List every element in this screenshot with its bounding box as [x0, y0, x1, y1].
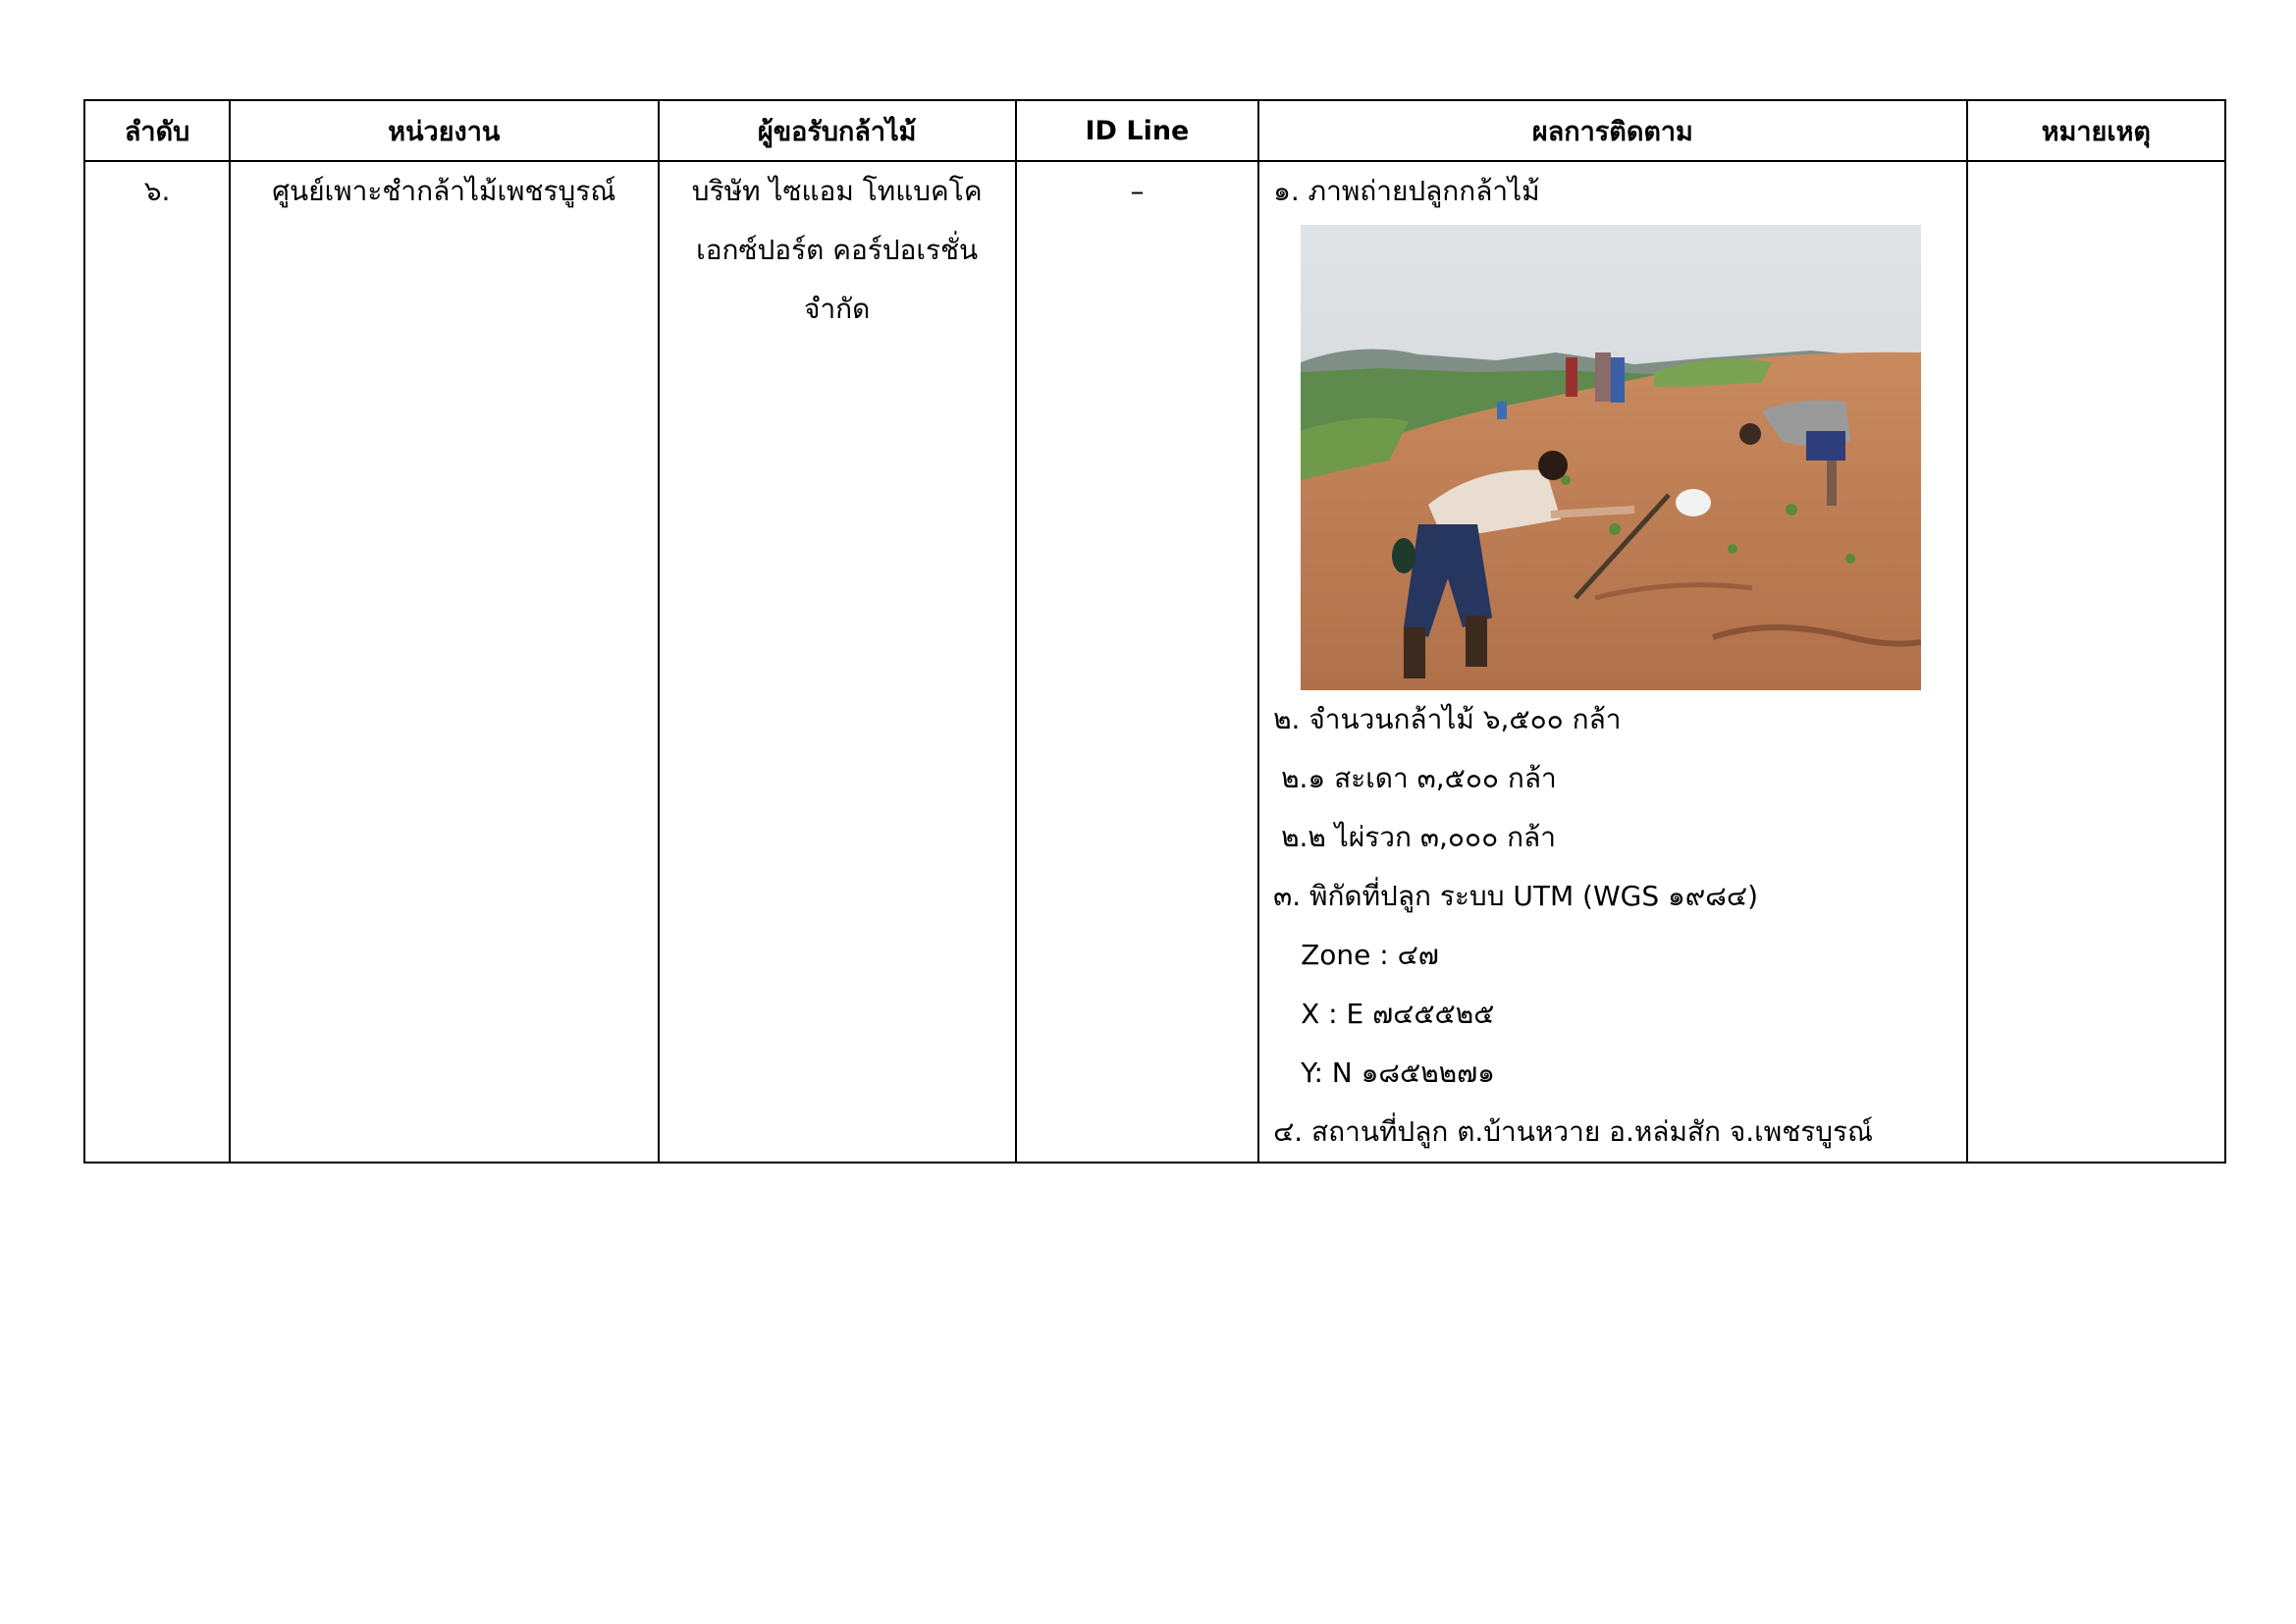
cell-results — [1258, 161, 1967, 1163]
results-count-title: ๒. จำนวนกล้าไม้ ๖,๕๐๐ กล้า — [1273, 703, 1622, 735]
results-y: Y: N ๑๘๕๒๒๗๑ — [1301, 1056, 1495, 1089]
agency-value: ศูนย์เพาะชำกล้าไม้เพชรบูรณ์ — [272, 175, 616, 207]
header-requester: ผู้ขอรับกล้าไม้ — [659, 100, 1016, 161]
tree-planting-photo — [1301, 225, 1921, 690]
header-remarks: หมายเหตุ — [1967, 100, 2225, 161]
header-order: ลำดับ — [84, 100, 230, 161]
cell-requester — [659, 161, 1016, 1163]
results-location: ๔. สถานที่ปลูก ต.บ้านหวาย อ.หล่มสัก จ.เพชรบูรณ์ — [1273, 1115, 1874, 1148]
header-agency: หน่วยงาน — [230, 100, 658, 161]
header-results: ผลการติดตาม — [1258, 100, 1967, 161]
order-value: ๖. — [143, 175, 171, 207]
requester-line-3: จำกัด — [804, 293, 871, 325]
results-coord-title: ๓. พิกัดที่ปลูก ระบบ UTM (WGS ๑๙๘๔) — [1273, 880, 1758, 912]
results-photo-title: ๑. ภาพถ่ายปลูกกล้าไม้ — [1273, 175, 1540, 207]
header-id-line: ID Line — [1016, 100, 1258, 161]
header-row — [84, 100, 2225, 161]
requester-line-2: เอกซ์ปอร์ต คอร์ปอเรชั่น — [696, 234, 979, 266]
table-row — [84, 161, 2225, 1163]
cell-agency — [230, 161, 658, 1163]
cell-order — [84, 161, 230, 1163]
id-line-value: – — [1130, 175, 1145, 207]
results-x: X : E ๗๔๕๕๒๕ — [1301, 998, 1495, 1030]
results-item-2: ๒.๒ ไผ่รวก ๓,๐๐๐ กล้า — [1281, 821, 1556, 853]
results-zone: Zone : ๔๗ — [1301, 939, 1439, 971]
cell-id-line — [1016, 161, 1258, 1163]
requester-line-1: บริษัท ไซแอม โทแบคโค — [691, 175, 983, 207]
cell-remarks — [1967, 161, 2225, 1163]
monitoring-table — [83, 99, 2226, 1164]
results-item-1: ๒.๑ สะเดา ๓,๕๐๐ กล้า — [1281, 762, 1557, 794]
